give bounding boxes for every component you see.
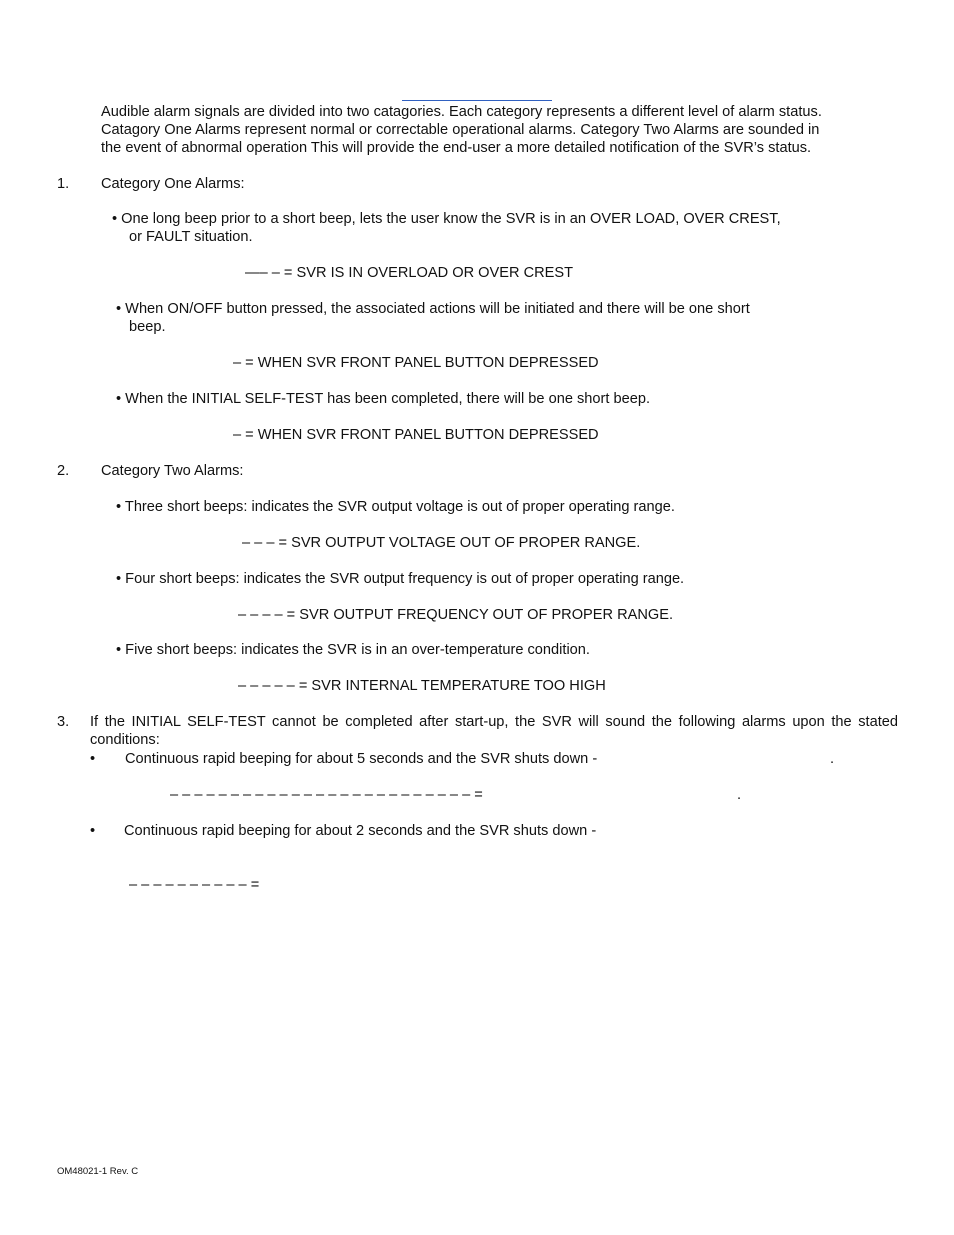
cat1-code2: – = WHEN SVR FRONT PANEL BUTTON DEPRESSED — [233, 355, 599, 371]
cat1-code3: – = WHEN SVR FRONT PANEL BUTTON DEPRESSED — [233, 427, 599, 443]
cat3-item1-end: . — [830, 751, 835, 767]
cat1-item2-line1: • When ON/OFF button pressed, the associated actions will be initiated and there will be one short — [116, 301, 750, 317]
cat3-bullet-2: • — [90, 823, 96, 839]
cat2-item1: • Three short beeps: indicates the SVR output voltage is out of proper operating range. — [116, 499, 675, 515]
cat3-text: If the INITIAL SELF-TEST cannot be completed after start-up, the SVR will sound the following alarms upon the stated conditions: — [90, 714, 898, 748]
cat3-item2: Continuous rapid beeping for about 2 seconds and the SVR shuts down - — [124, 823, 597, 839]
cat1-item2-line2: beep. — [129, 319, 166, 335]
cat1-title: Category One Alarms: — [101, 176, 245, 192]
cat2-code1: – – – = SVR OUTPUT VOLTAGE OUT OF PROPER RANGE. — [242, 535, 641, 551]
cat3-code1-end: . — [737, 787, 742, 803]
intro-line-1: Audible alarm signals are divided into two catagories. Each category represents a different level of alarm status. — [101, 104, 822, 120]
cat3-number: 3. — [57, 714, 70, 730]
cat1-item1-line2: or FAULT situation. — [129, 229, 253, 245]
intro-line-2: Catagory One Alarms represent normal or correctable operational alarms. Category Two Alarms are sounded in — [101, 122, 820, 138]
cat2-item3: • Five short beeps: indicates the SVR is in an over-temperature condition. — [116, 642, 590, 658]
cat3-item1: Continuous rapid beeping for about 5 seconds and the SVR shuts down - — [125, 751, 598, 767]
cat1-number: 1. — [57, 176, 70, 192]
cat2-number: 2. — [57, 463, 70, 479]
cat2-item2: • Four short beeps: indicates the SVR output frequency is out of proper operating range. — [116, 571, 685, 587]
cat1-code1: —– – = SVR IS IN OVERLOAD OR OVER CREST — [245, 265, 574, 281]
cat3-code1: – – – – – – – – – – – – – – – – – – – – – – – – – = — [170, 787, 483, 803]
intro-line-3: the event of abnormal operation This will provide the end-user a more detailed notification of the SVR’s status. — [101, 140, 812, 156]
cat2-code2: – – – – = SVR OUTPUT FREQUENCY OUT OF PROPER RANGE. — [238, 607, 674, 623]
heading-link-underline — [402, 100, 552, 101]
cat2-code3: – – – – – = SVR INTERNAL TEMPERATURE TOO HIGH — [238, 678, 606, 694]
cat2-title: Category Two Alarms: — [101, 463, 244, 479]
cat3-code2: – – – – – – – – – – = — [129, 877, 260, 893]
footer-doc-number: OM48021-1 Rev. C — [57, 1166, 139, 1177]
cat3-bullet-1: • — [90, 751, 96, 767]
cat1-item3: • When the INITIAL SELF-TEST has been completed, there will be one short beep. — [116, 391, 651, 407]
cat1-item1-line1: • One long beep prior to a short beep, lets the user know the SVR is in an OVER LOAD, OVER CREST, — [112, 211, 781, 227]
